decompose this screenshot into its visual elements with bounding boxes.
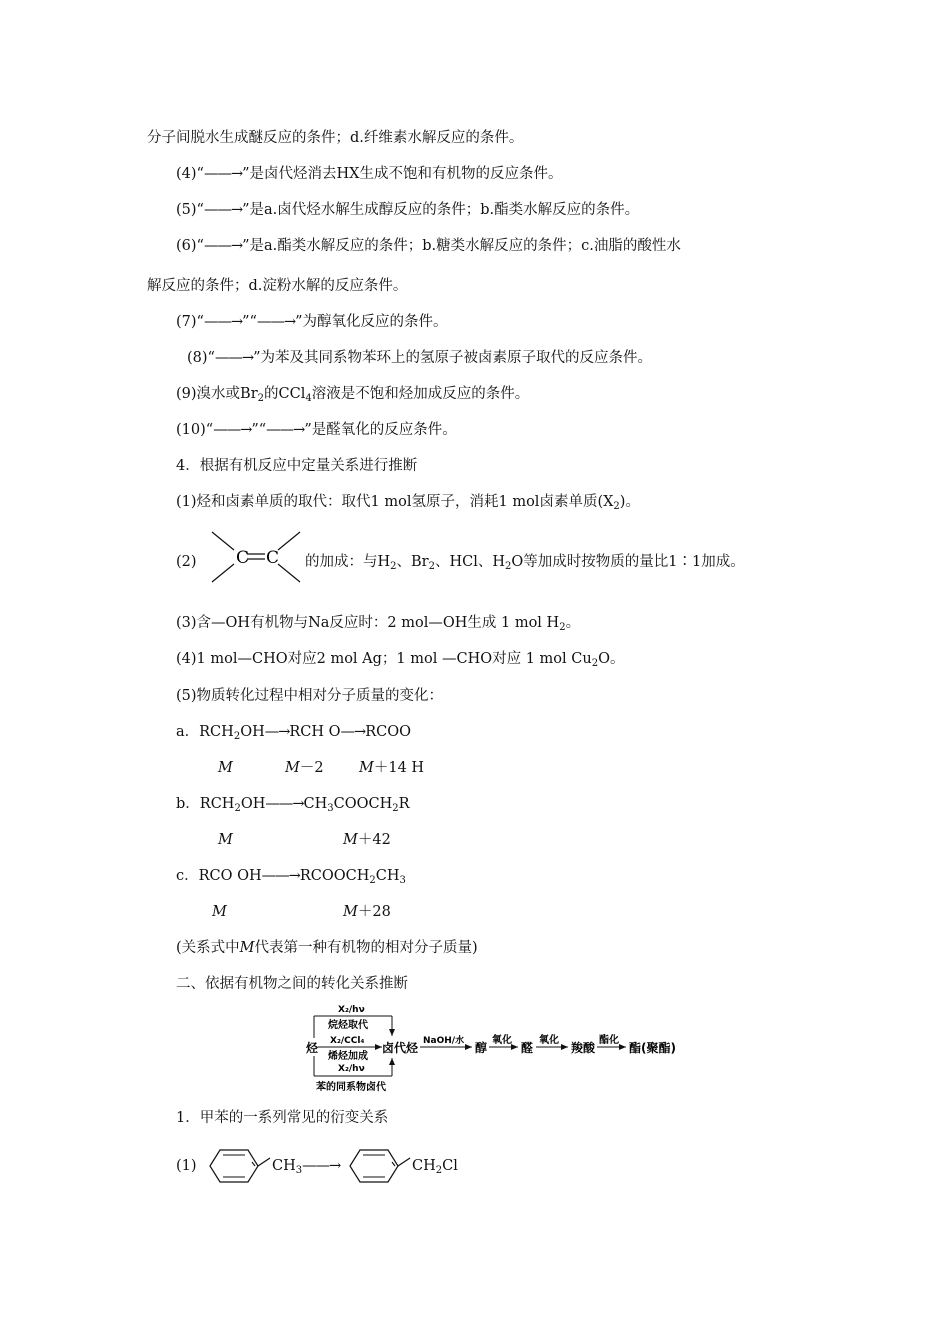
label-mid: 烯烃加成 xyxy=(328,1051,368,1062)
heading-4: 4．根据有机反应中定量关系进行推断 xyxy=(176,458,418,474)
line-quant-4: (4)1 mol—CHO对应2 mol Ag；1 mol —CHO对应 1 mol $Cu_2O$。 xyxy=(176,651,625,669)
conversion-scheme xyxy=(296,1000,676,1096)
reaction-arrow: ——→ xyxy=(203,314,243,330)
node-halide: 卤代烃 xyxy=(382,1041,419,1055)
node-acid: 羧酸 xyxy=(571,1041,596,1055)
reaction-arrow: ——→ xyxy=(265,796,304,812)
line-cond-8: (8)“——→”为苯及其同系物苯环上的氢原子被卤素原子取代的反应条件。 xyxy=(187,350,653,366)
alkene-structure xyxy=(210,530,302,586)
line-toluene-label: (1) xyxy=(176,1158,197,1174)
label-top: 烷烃取代 xyxy=(328,1020,368,1031)
benzene-ring-icon xyxy=(348,1148,410,1184)
reaction-arrow: ——→ xyxy=(203,202,243,218)
cond-step1: NaOH/水 xyxy=(423,1036,465,1046)
heading-section-2: 二、依据有机物之间的转化关系推断 xyxy=(176,976,408,992)
label-bottom: 苯的同系物卤代 xyxy=(316,1082,386,1093)
line-cond-6: (6)“——→”是a.酯类水解反应的条件；b.糖类水解反应的条件；c.油脂的酸性水 xyxy=(176,238,681,254)
reaction-arrow: ——→ xyxy=(261,868,300,884)
alkene-carbon-right: C xyxy=(266,548,280,568)
node-alcohol: 醇 xyxy=(475,1041,488,1055)
line-quant-3: (3)含—OH有机物与Na反应时：2 mol—OH生成 1 mol $H_2$。 xyxy=(176,615,581,633)
line-cond-5: (5)“——→”是a.卤代烃水解生成醇反应的条件；b.酯类水解反应的条件。 xyxy=(176,202,640,218)
heading-toluene: 1．甲苯的一系列常见的衍变关系 xyxy=(176,1110,389,1126)
benzyl-chloride-formula: $CH_2Cl$ xyxy=(412,1158,458,1176)
cond-step3: 氧化 xyxy=(539,1035,559,1046)
line-cond-10: (10)“——→”“——→”是醛氧化的反应条件。 xyxy=(176,422,457,438)
line-quant-2: 的加成：与$H_2$、$Br_2$、HCl、$H_2O$等加成时按物质的量比1∶1加成。 xyxy=(305,554,745,572)
line-quant-2-label: (2) xyxy=(176,554,197,570)
node-hydrocarbon: 烃 xyxy=(306,1041,319,1055)
line-cond-4: (4)“——→”是卤代烃消去HX生成不饱和有机物的反应条件。 xyxy=(176,166,563,182)
reaction-arrow: —→ xyxy=(264,724,290,740)
alkene-carbon-left: C xyxy=(236,548,250,568)
mass-c-m2: M＋28 xyxy=(343,904,391,920)
line-quant-5: (5)物质转化过程中相对分子质量的变化： xyxy=(176,688,444,704)
mass-b-m2: M＋42 xyxy=(343,832,391,848)
mass-c-m1: M xyxy=(212,904,227,920)
line-quant-1: (1)烃和卤素单质的取代：取代1 mol氢原子，消耗1 mol卤素单质$(X_2)$。 xyxy=(176,494,640,512)
cond-mid: X₂/CCl₄ xyxy=(330,1036,365,1046)
node-ester: 酯(聚酯) xyxy=(629,1041,676,1055)
line-note: (关系式中M代表第一种有机物的相对分子质量) xyxy=(176,940,478,956)
line-cond-9: (9)溴水或$Br_2$的CCl$_4$溶液是不饱和烃加成反应的条件。 xyxy=(176,386,530,404)
line-cond-6-cont: 解反应的条件；d.淀粉水解的反应条件。 xyxy=(147,278,408,294)
cond-step2: 氧化 xyxy=(492,1035,512,1046)
reaction-arrow: ——→ xyxy=(213,422,252,438)
reaction-arrow: ——→ xyxy=(214,350,254,366)
mass-a-m3: M＋14 H xyxy=(359,760,425,776)
reaction-arrow: ——→ xyxy=(256,314,296,330)
mass-b-m1: M xyxy=(218,832,233,848)
mass-a-m2: M－2 xyxy=(285,760,324,776)
benzene-ring-icon xyxy=(208,1148,270,1184)
line-mass-b: b．$RCH_2OH——\to CH_3COOCH_2R$ xyxy=(176,796,410,814)
mass-a-m1: M xyxy=(218,760,233,776)
cond-top: X₂/hν xyxy=(338,1005,365,1015)
line-1: 分子间脱水生成醚反应的条件；d.纤维素水解反应的条件。 xyxy=(147,130,524,146)
line-cond-7: (7)“——→”“——→”为醇氧化反应的条件。 xyxy=(176,314,448,330)
line-mass-a: a．$RCH_2OH—\to RCH$ O—→RCOO xyxy=(176,724,411,742)
reaction-arrow: ——→ xyxy=(302,1158,341,1174)
toluene-formula: $CH_3——\to$ xyxy=(272,1158,341,1176)
reaction-arrow: ——→ xyxy=(266,422,305,438)
cond-bottom: X₂/hν xyxy=(338,1064,365,1074)
line-mass-c: c．RCO $OH——\to RCOOCH_2CH_3$ xyxy=(176,868,406,886)
reaction-arrow: —→ xyxy=(340,724,366,740)
node-aldehyde: 醛 xyxy=(521,1041,534,1055)
cond-step4: 酯化 xyxy=(599,1035,619,1046)
reaction-arrow: ——→ xyxy=(203,166,243,182)
reaction-arrow: ——→ xyxy=(203,238,243,254)
